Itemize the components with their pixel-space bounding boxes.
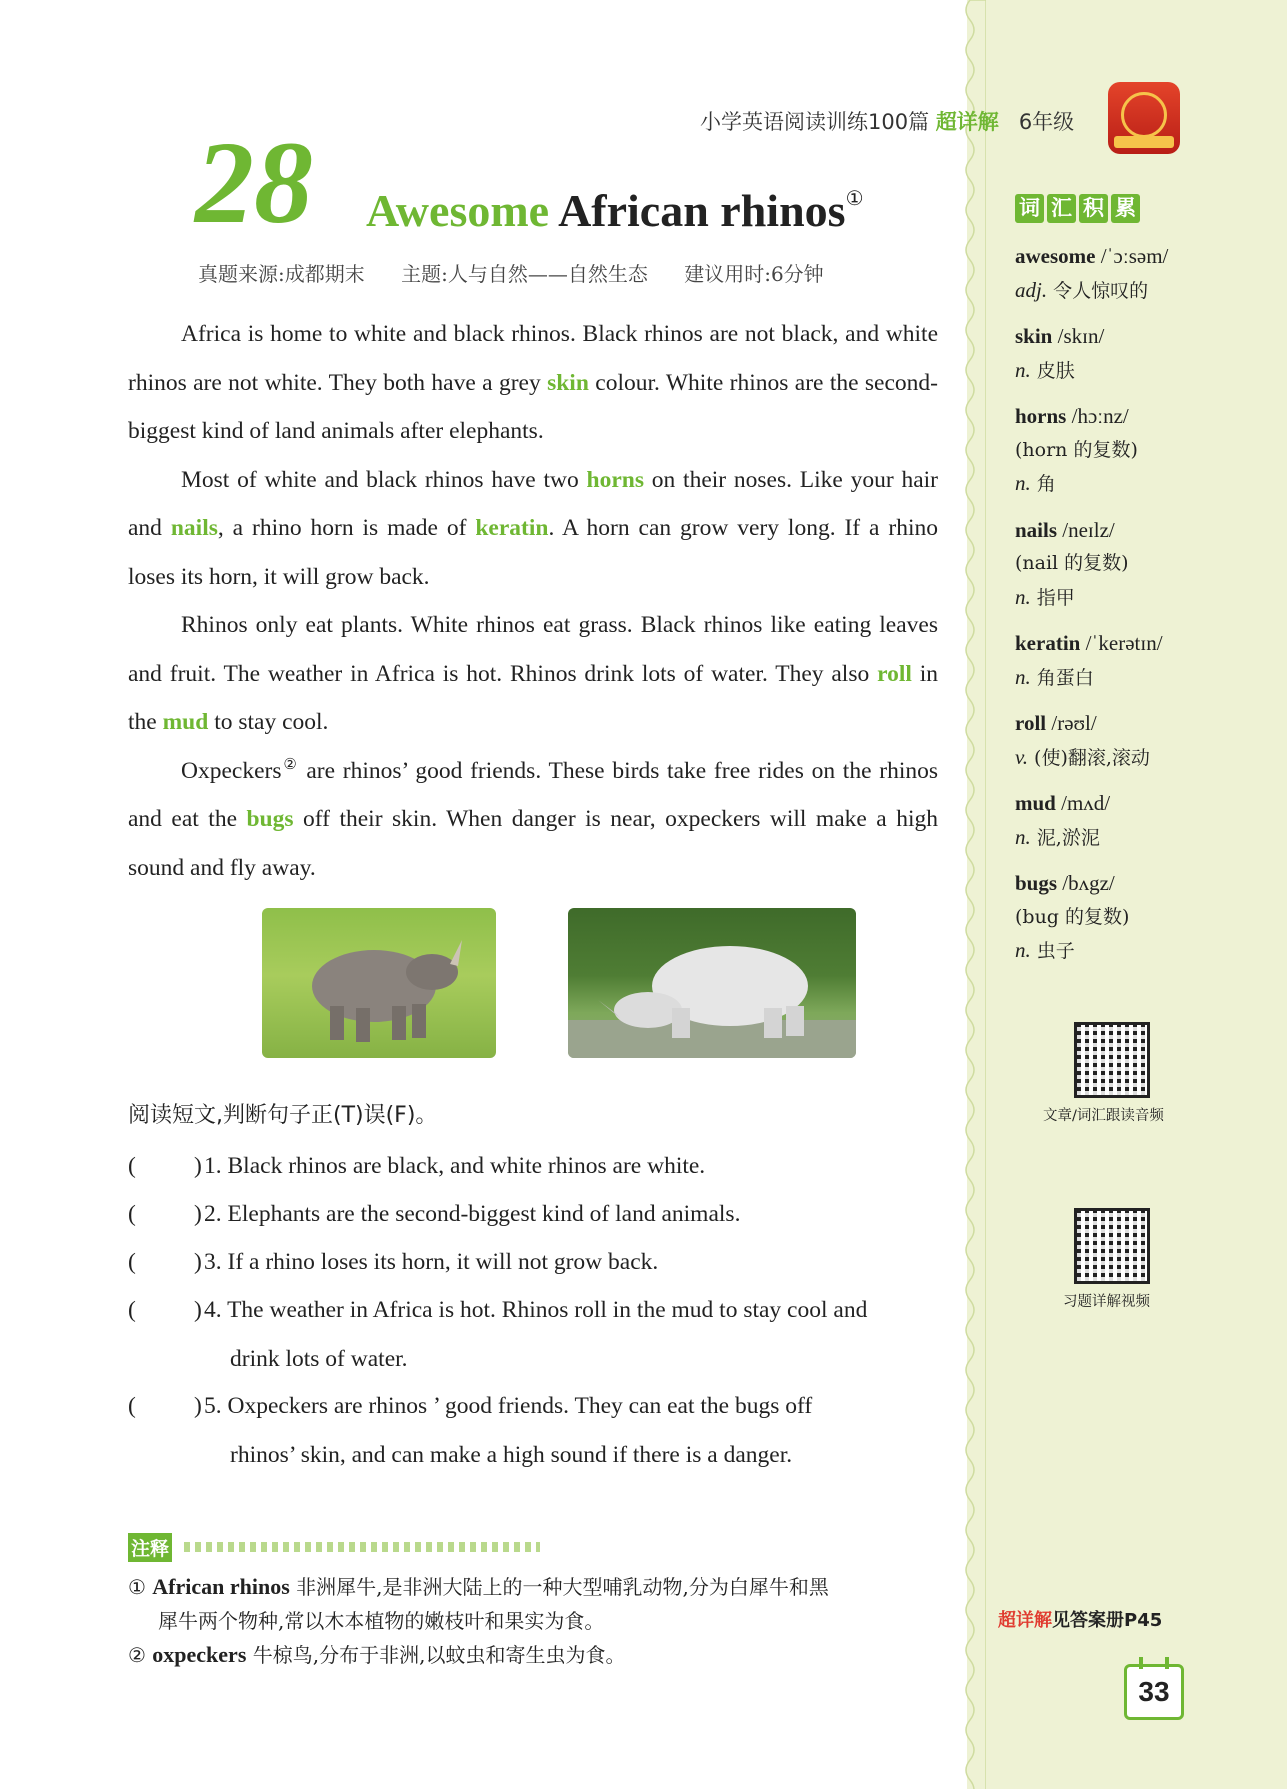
- vocab-entry: [1015, 787, 1275, 855]
- answer-blank-close[interactable]: ): [194, 1201, 202, 1227]
- passage-text: are rhinos’ good friends. These birds take free rides on the rhinos and eat the: [128, 757, 938, 832]
- question-line: 1. Black rhinos are black, and white rhinos are white.: [204, 1153, 706, 1179]
- vocab-entry: [1015, 514, 1275, 616]
- video-qr-code-icon[interactable]: [1074, 1208, 1150, 1284]
- publisher-logo-icon: [1108, 82, 1180, 154]
- answer-blank-open[interactable]: (: [128, 1297, 136, 1323]
- keyword: nails: [170, 515, 218, 541]
- question-text: [204, 1238, 938, 1287]
- notes-divider: [184, 1542, 540, 1552]
- vocab-pos: n.: [1015, 664, 1031, 689]
- vocab-word: nails: [1015, 517, 1058, 542]
- passage-paragraph: [128, 601, 938, 747]
- vocab-phonetic: /bʌgz/: [1057, 871, 1115, 895]
- question-text: [204, 1286, 938, 1383]
- vocab-word: awesome: [1015, 244, 1096, 268]
- answer-blank-close[interactable]: ): [194, 1297, 202, 1323]
- lesson-title: Awesome African rhinos①: [366, 185, 864, 236]
- question-item: [128, 1190, 938, 1238]
- vocab-word: horns: [1015, 404, 1067, 428]
- vocab-meaning: 指甲: [1030, 586, 1075, 609]
- vocab-phonetic: /ˈɔːsəm/: [1095, 244, 1169, 268]
- vocab-meaning: 令人惊叹的: [1047, 279, 1149, 302]
- vocab-entry: [1015, 240, 1275, 308]
- vocab-plural-note: (nail 的复数): [1015, 552, 1129, 574]
- vocab-entry: [1015, 400, 1275, 502]
- lesson-meta: [198, 258, 854, 287]
- passage-text: Most of white and black rhinos have two: [181, 466, 587, 493]
- keyword: mud: [162, 709, 209, 735]
- keyword: keratin: [475, 515, 549, 541]
- vocab-pos: n.: [1015, 471, 1031, 495]
- lesson-number: 28: [195, 117, 313, 248]
- passage-text: Africa is home to white and black rhinos. Black rhinos are not black, and white rhinos are not white. They both have a grey: [128, 321, 938, 396]
- question-item: [128, 1238, 938, 1286]
- vocab-entry: [1015, 707, 1275, 775]
- keyword: bugs: [246, 806, 294, 832]
- vocab-word: keratin: [1015, 631, 1081, 655]
- sidebar-wave-edge: [960, 0, 986, 1789]
- vocab-pos: n.: [1015, 824, 1031, 849]
- question-item: [128, 1382, 938, 1479]
- question-line: 3. If a rhino loses its horn, it will not grow back.: [204, 1249, 659, 1275]
- vocab-phonetic: /mʌd/: [1055, 791, 1111, 815]
- vocab-entry: [1015, 320, 1275, 388]
- black-rhino-photo: [262, 908, 496, 1058]
- passage-paragraph: [128, 456, 938, 602]
- vocab-word: roll: [1015, 711, 1047, 735]
- vocab-list: [1015, 240, 1275, 981]
- vocab-word: mud: [1015, 791, 1056, 815]
- audio-qr-code-icon[interactable]: [1074, 1022, 1150, 1098]
- question-line: 2. Elephants are the second-biggest kind of land animals.: [204, 1201, 741, 1227]
- answer-blank-open[interactable]: (: [128, 1393, 136, 1419]
- note-term: oxpeckers: [152, 1642, 247, 1667]
- vocab-pos: n.: [1015, 938, 1031, 962]
- note-number: ②: [128, 1643, 146, 1667]
- question-line: 4. The weather in Africa is hot. Rhinos roll in the mud to stay cool and: [204, 1297, 868, 1323]
- note-item: [128, 1638, 948, 1672]
- vocab-pos: v.: [1015, 744, 1029, 769]
- passage-text: off their skin. When danger is near, oxpeckers will make a high sound and fly away.: [128, 806, 938, 881]
- passage-text: Oxpeckers: [181, 757, 282, 784]
- answer-blank-close[interactable]: ): [194, 1393, 202, 1419]
- vocab-pos: n.: [1015, 357, 1031, 382]
- passage-text: to stay cool.: [208, 709, 329, 735]
- vocab-entry: [1015, 627, 1275, 695]
- vocab-meaning: 角蛋白: [1030, 666, 1094, 689]
- note-item: [128, 1570, 948, 1638]
- passage-text: in the: [128, 660, 939, 735]
- question-line: drink lots of water.: [230, 1345, 408, 1372]
- vocab-pos: n.: [1015, 584, 1031, 609]
- note-number: ①: [128, 1575, 146, 1599]
- vocab-meaning: 虫子: [1030, 940, 1075, 962]
- vocab-pos: adj.: [1015, 277, 1048, 302]
- notes-tag: 注释: [128, 1533, 172, 1562]
- answer-reference: 超详解见答案册P45: [998, 1610, 1163, 1631]
- keyword: skin: [547, 369, 589, 396]
- note-text: 牛椋鸟,分布于非洲,以蚊虫和寄生虫为食。: [246, 1643, 626, 1667]
- keyword: horns: [586, 466, 644, 493]
- passage-paragraph: [128, 747, 938, 893]
- grade-label: 6年级: [1018, 110, 1075, 134]
- question-item: [128, 1286, 938, 1383]
- vocab-word: skin: [1015, 324, 1053, 348]
- vocab-phonetic: /rəʊl/: [1046, 711, 1097, 735]
- note-term: African rhinos: [152, 1574, 290, 1599]
- question-item: [128, 1142, 938, 1190]
- vocab-entry: [1015, 867, 1275, 969]
- exercise-title: 阅读短文,判断句子正(T)误(F)。: [128, 1103, 438, 1128]
- vocab-phonetic: /neɪlz/: [1057, 517, 1115, 542]
- video-qr-label: 习题详解视频: [1063, 1294, 1150, 1310]
- answer-blank-close[interactable]: ): [194, 1153, 202, 1179]
- vocab-plural-note: (horn 的复数): [1015, 438, 1138, 461]
- audio-qr-label: 文章/词汇跟读音频: [1043, 1108, 1164, 1124]
- meta-source: 真题来源:成都期末: [198, 262, 365, 286]
- passage-text: on their noses. Like your hair and: [128, 466, 938, 541]
- page-number: 33: [1124, 1664, 1184, 1720]
- vocab-plural-note: (bug 的复数): [1015, 905, 1130, 928]
- series-accent: 超详解: [935, 110, 999, 134]
- passage-text: Rhinos only eat plants. White rhinos eat grass. Black rhinos like eating leaves and fruit. The weather in Africa is hot. Rhinos drink lots of water. They also: [128, 612, 938, 687]
- passage-text: colour. White rhinos are the second-biggest kind of land animals after elephants.: [128, 369, 938, 444]
- series-name: 小学英语阅读训练100篇: [700, 110, 930, 134]
- vocab-phonetic: /skɪn/: [1052, 324, 1105, 348]
- question-line: rhinos’ skin, and can make a high sound if there is a danger.: [230, 1441, 793, 1468]
- notes-header: [128, 1533, 172, 1562]
- answer-blank-open[interactable]: (: [128, 1249, 136, 1275]
- question-text: [204, 1190, 938, 1239]
- meta-time: 建议用时:6分钟: [684, 262, 824, 286]
- vocab-meaning: 皮肤: [1030, 359, 1075, 382]
- passage-paragraph: [128, 310, 938, 456]
- answer-blank-open[interactable]: (: [128, 1153, 136, 1179]
- vocab-phonetic: /ˈkerətɪn/: [1080, 631, 1163, 655]
- vocab-word: bugs: [1015, 871, 1058, 895]
- book-header: [700, 106, 1074, 136]
- note-text: 非洲犀牛,是非洲大陆上的一种大型哺乳动物,分为白犀牛和黑: [289, 1575, 829, 1599]
- answer-blank-open[interactable]: (: [128, 1201, 136, 1227]
- passage-text: ②: [281, 756, 299, 773]
- note-text: 犀牛两个物种,常以木本植物的嫩枝叶和果实为食。: [158, 1609, 605, 1633]
- title-footnote-marker: ①: [845, 188, 864, 210]
- vocab-meaning: 泥,淤泥: [1030, 826, 1100, 849]
- reading-passage: [128, 310, 938, 892]
- vocab-meaning: 角: [1030, 473, 1056, 495]
- question-line: 5. Oxpeckers are rhinos ’ good friends. They can eat the bugs off: [204, 1393, 813, 1419]
- question-text: [204, 1142, 938, 1191]
- vocab-phonetic: /hɔːnz/: [1066, 404, 1129, 428]
- vocab-meaning: (使)翻滚,滚动: [1028, 746, 1150, 769]
- keyword: roll: [877, 660, 912, 687]
- passage-text: . A horn can grow very long. If a rhino loses its horn, it will grow back.: [128, 515, 938, 590]
- white-rhino-photo: [568, 908, 856, 1058]
- meta-theme: 主题:人与自然——自然生态: [401, 262, 648, 286]
- answer-blank-close[interactable]: ): [194, 1249, 202, 1275]
- passage-text: , a rhino horn is made of: [217, 515, 476, 541]
- question-text: [204, 1382, 938, 1479]
- vocab-heading: 词 汇 积 累: [1015, 194, 1143, 223]
